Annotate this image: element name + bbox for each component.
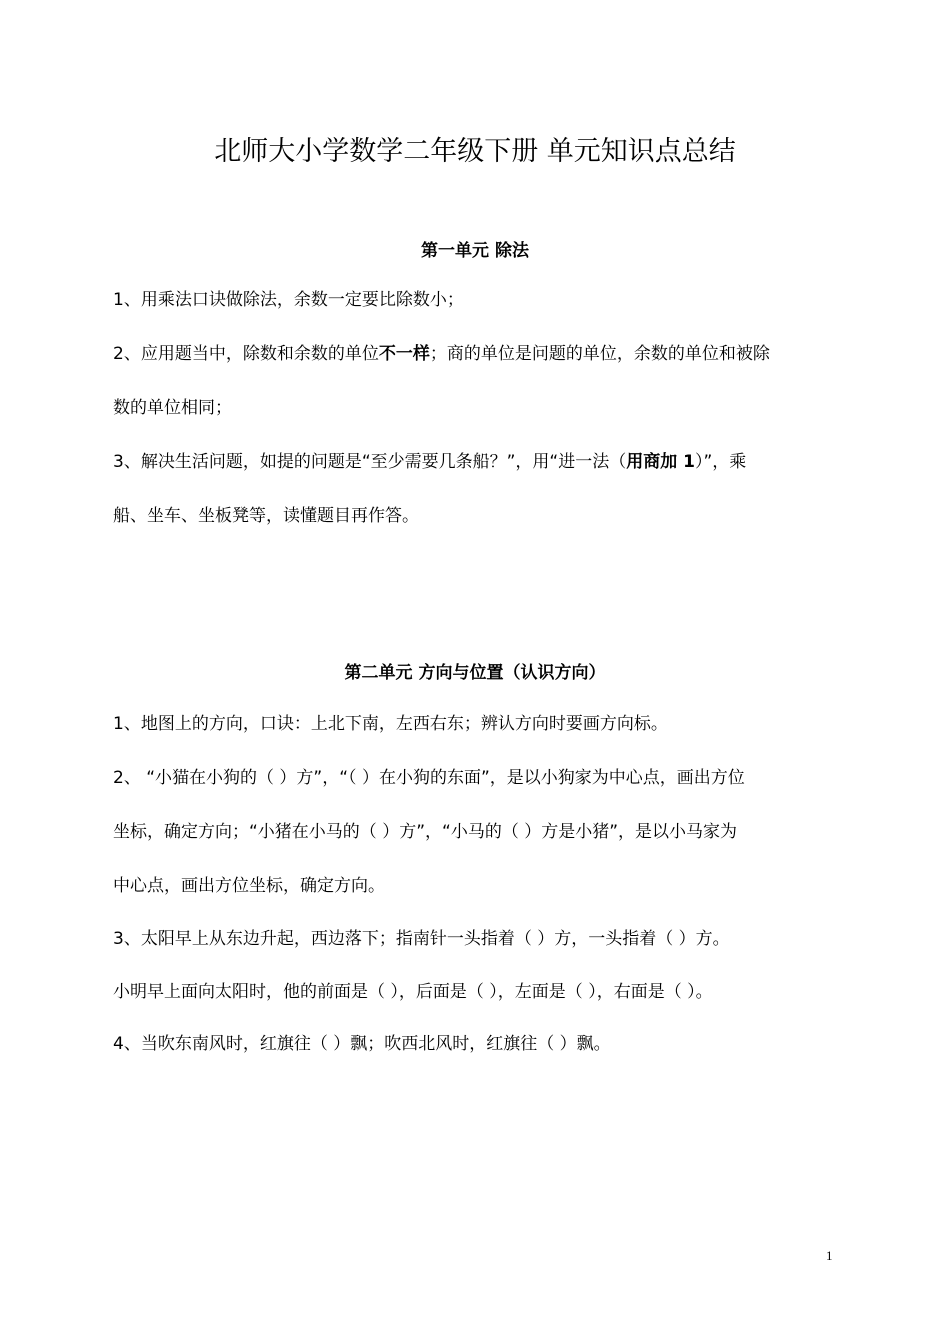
unit2-point-3-line1: 3、太阳早上从东边升起，西边落下；指南针一头指着（ ）方，一头指着（ ）方。 [113, 929, 730, 949]
unit1-point-2 [113, 328, 843, 381]
unit1-point-3-bold: 用商加 1 [626, 452, 695, 472]
document-title: 北师大小学数学二年级下册 单元知识点总结 [214, 136, 736, 167]
unit2-point-4: 4、当吹东南风时，红旗往（ ）飘；吹西北风时，红旗往（ ）飘。 [113, 1034, 611, 1054]
unit1-point-2-bold: 不一样 [378, 344, 430, 364]
unit1-point-3-text-b: ）”，乘 [695, 452, 747, 472]
unit1-point-2-line2: 数的单位相同； [113, 398, 232, 418]
unit1-point-3-text-a: 3、解决生活问题，如提的问题是“至少需要几条船？”，用“进一法（ [113, 452, 627, 472]
unit2-point-1: 1、地图上的方向，口诀：上北下南，左西右东；辨认方向时要画方向标。 [113, 714, 668, 734]
unit2-point-2-line2: 坐标，确定方向；“小猪在小马的（ ）方”，“小马的（ ）方是小猪”，是以小马家为 [113, 822, 738, 842]
unit2-point-3-line2: 小明早上面向太阳时，他的前面是（ ），后面是（ ），左面是（ ），右面是（ ）。 [113, 982, 713, 1002]
unit1-point-3-line2: 船、坐车、坐板凳等，读懂题目再作答。 [113, 506, 419, 526]
unit1-point-2-text-b: ；商的单位是问题的单位，余数的单位和被除 [429, 344, 770, 364]
unit1-point-1: 1、用乘法口诀做除法，余数一定要比除数小； [113, 290, 464, 310]
unit1-point-2-text-a: 2、应用题当中，除数和余数的单位 [113, 344, 379, 364]
unit2-heading: 第二单元 方向与位置（认识方向） [344, 663, 606, 683]
unit2-point-2-line3: 中心点，画出方位坐标，确定方向。 [113, 876, 385, 896]
unit1-heading: 第一单元 除法 [421, 241, 529, 261]
unit1-point-3 [113, 436, 843, 489]
unit2-point-2-line1: 2、 “小猫在小狗的（ ）方”，“（ ）在小狗的东面”，是以小狗家为中心点，画出方位 [113, 768, 745, 788]
page-number: 1 [826, 1248, 833, 1263]
